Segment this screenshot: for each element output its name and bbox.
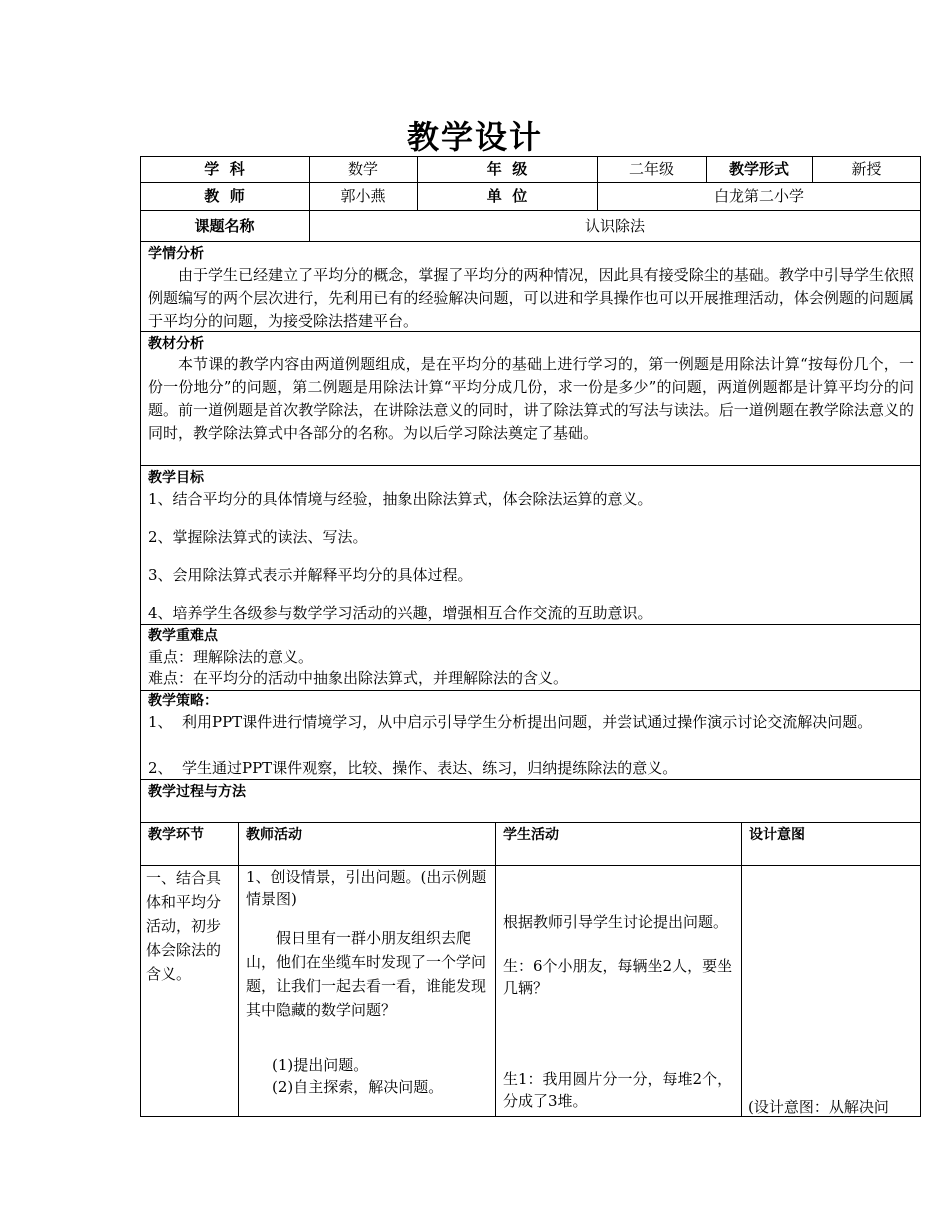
topic-label: 课题名称 <box>194 217 255 235</box>
form-value: 新授 <box>851 160 882 178</box>
grade-value: 二年级 <box>628 160 674 178</box>
strategy-number: 1、 <box>148 713 173 731</box>
grade-label: 年 级 <box>486 160 528 178</box>
teacher-activity-3: (1)提出问题。 <box>272 1056 369 1074</box>
subject-value: 数学 <box>347 160 378 178</box>
process-header-teacher: 教师活动 <box>246 827 302 843</box>
process-header-student: 学生活动 <box>503 827 559 843</box>
teacher-activity-1: 1、创设情景，引出问题。(出示例题情景图) <box>246 868 487 908</box>
unit-label: 单 位 <box>486 187 528 205</box>
strategy-heading: 教学策略： <box>148 693 218 709</box>
teacher-activity-4: (2)自主探索，解决问题。 <box>272 1078 444 1096</box>
material-analysis-text: 本节课的教学内容由两道例题组成，是在平均分的基础上进行学习的，第一例题是用除法计算“按每份几个，一份一份地分”的问题，第二例题是用除法计算“平均分成几份，求一份是多少”的问题，两道例题都是计算平均分的问题。前一道例题是首次教学除法，在讲除法意义的同时，讲了除法算式的写法与读法。后一道例题在教学除法意义的同时，教学除法算式中各部分的名称。为以后学习除法奠定了基础。 <box>148 355 914 442</box>
learning-analysis-heading: 学情分析 <box>148 246 204 262</box>
teacher-value: 郭小燕 <box>340 187 386 205</box>
student-activity-3: 生1：我用圆片分一分，每堆2个，分成了3堆。 <box>503 1070 733 1110</box>
material-analysis-heading: 教材分析 <box>148 336 204 352</box>
key-point-text: 重点：理解除法的意义。 <box>148 648 314 666</box>
objective-item: 3、会用除法算式表示并解释平均分的具体过程。 <box>148 566 473 584</box>
topic-value: 认识除法 <box>584 217 645 235</box>
objective-item: 2、掌握除法算式的读法、写法。 <box>148 528 368 546</box>
key-points-heading: 教学重难点 <box>148 628 218 644</box>
process-heading: 教学过程与方法 <box>148 784 246 800</box>
strategy-item: 利用PPT课件进行情境学习，从中启示引导学生分析提出问题，并尝试通过操作演示讨论交流解决问题。 <box>182 713 873 731</box>
page-title: 教学设计 <box>406 118 543 156</box>
student-activity-1: 根据教师引导学生讨论提出问题。 <box>503 913 729 931</box>
design-intent-1: (设计意图：从解决问 <box>748 1098 889 1116</box>
unit-value: 白龙第二小学 <box>713 187 804 205</box>
strategy-number: 2、 <box>148 759 173 777</box>
objectives-heading: 教学目标 <box>148 470 204 486</box>
form-label: 教学形式 <box>728 160 789 178</box>
student-activity-2: 生：6个小朋友，每辆坐2人，要坐几辆？ <box>503 957 733 997</box>
strategy-item: 学生通过PPT课件观察，比较、操作、表达、练习，归纳提练除法的意义。 <box>182 759 678 777</box>
teacher-activity-2: 假日里有一群小朋友组织去爬山，他们在坐缆车时发现了一个学问题，让我们一起去看一看，谁能发现其中隐藏的数学问题？ <box>246 929 487 1019</box>
process-stage-text: 一、结合具体和平均分活动，初步体会除法的含义。 <box>146 869 222 983</box>
objective-item: 1、结合平均分的具体情境与经验，抽象出除法算式，体会除法运算的意义。 <box>148 490 653 508</box>
difficult-point-text: 难点：在平均分的活动中抽象出除法算式，并理解除法的含义。 <box>148 669 569 687</box>
objective-item: 4、培养学生各级参与数学学习活动的兴趣，增强相互合作交流的互助意识。 <box>148 604 653 622</box>
process-header-design: 设计意图 <box>749 827 805 843</box>
learning-analysis-text: 由于学生已经建立了平均分的概念，掌握了平均分的两种情况，因此具有接受除尘的基础。教学中引导学生依照例题编写的两个层次进行，先利用已有的经验解决问题，可以进和学具操作也可以开展推理活动，体会例题的问题属于平均分的问题，为接受除法搭建平台。 <box>148 266 914 330</box>
process-header-stage: 教学环节 <box>148 827 204 843</box>
teacher-label: 教 师 <box>204 187 245 205</box>
subject-label: 学 科 <box>204 160 245 178</box>
